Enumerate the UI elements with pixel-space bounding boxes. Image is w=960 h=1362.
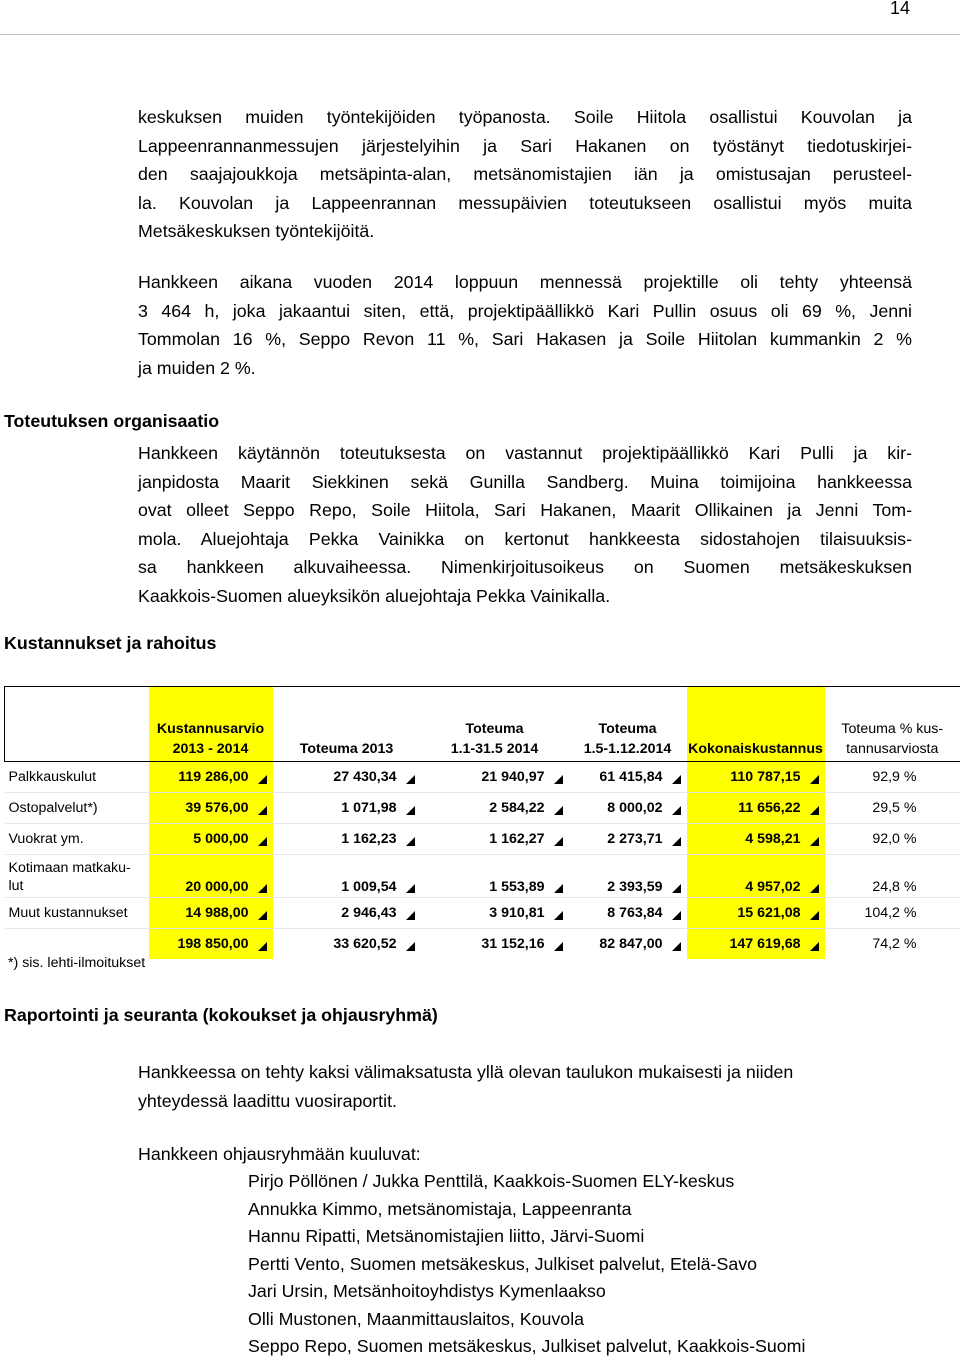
percent-cell: 104,2 % [825,898,960,929]
cell-indicator-icon [258,884,267,893]
steering-intro [138,1140,912,1169]
amount-cell: 20 000,00 [149,855,273,898]
amount-cell: 21 940,97 [421,762,569,793]
percent-cell: 74,2 % [872,936,917,952]
table-footnote: *) sis. lehti-ilmoitukset [8,955,146,971]
amount-cell: 198 850,00 [149,929,273,960]
cell-indicator-icon [554,775,563,784]
cell-indicator-icon [406,806,415,815]
cell-indicator-icon [810,942,819,951]
cell-indicator-icon [810,884,819,893]
steering-member: Pertti Vento, Suomen metsäkeskus, Julkiset palvelut, Etelä-Savo [248,1253,757,1274]
cell-indicator-icon [672,837,681,846]
row-label: Palkkauskulut [5,762,149,793]
intro-line: Lappeenrannanmessujen järjestelyihin ja Sari Hakanen on työstänyt tiedotuskirjei- [138,135,912,156]
intro-paragraph [138,103,912,246]
reporting-line: yhteydessä laadittu vuosiraportit. [138,1090,397,1111]
amount-cell: 14 988,00 [149,898,273,929]
amount-cell: 1 071,98 [273,793,421,824]
page-number: 14 [889,0,910,18]
amount-cell: 1 162,23 [273,824,421,855]
percent-cell: 92,0 % [825,824,960,855]
cell-indicator-icon [672,775,681,784]
hours-line: Hankkeen aikana vuoden 2014 loppuun mennessä projektille oli tehty yhteensä [138,272,912,292]
table-row [5,762,960,793]
steering-member: Olli Mustonen, Maanmittauslaitos, Kouvola [248,1308,585,1329]
cell-indicator-icon [406,837,415,846]
cell-indicator-icon [672,911,681,920]
row-label: Ostopalvelut*) [5,793,149,824]
organisation-paragraph [138,439,912,611]
cell-indicator-icon [554,806,563,815]
amount-cell: 2 946,43 [273,898,421,929]
table-row [5,898,960,929]
cost-table [4,686,960,959]
header-actual-jan-may: Toteuma 1.1-31.5 2014 [421,687,569,762]
amount-cell: 2 273,71 [569,824,687,855]
cell-indicator-icon [810,837,819,846]
table-row [5,929,960,960]
amount-cell: 2 393,59 [569,855,687,898]
cell-indicator-icon [258,837,267,846]
table-header-row [5,687,960,762]
percent-cell: 24,8 % [825,855,960,898]
cell-indicator-icon [672,806,681,815]
organisation-line: sa hankkeen alkuvaiheessa. Nimenkirjoitusoikeus on Suomen metsäkeskuksen [138,557,912,578]
steering-member-list [248,1168,805,1361]
organisation-line: mola. Aluejohtaja Pekka Vainikka on kertonut hankkeesta sidostahojen tilaisuuksis- [138,528,912,549]
row-label: Kotimaan matkaku- lut [5,855,149,898]
amount-cell: 110 787,15 [687,762,825,793]
cell-indicator-icon [810,806,819,815]
row-label: Vuokrat ym. [5,824,149,855]
amount-cell: 61 415,84 [569,762,687,793]
cell-indicator-icon [554,884,563,893]
reporting-paragraph [138,1058,912,1115]
amount-cell: 11 656,22 [687,793,825,824]
cell-indicator-icon [258,942,267,951]
amount-cell: 119 286,00 [149,762,273,793]
header-percent: Toteuma % kus- tannusarviosta [825,687,960,762]
amount-cell: 4 598,21 [687,824,825,855]
organisation-line: ovat olleet Seppo Repo, Soile Hiitola, Sari Hakanen, Maarit Ollikainen ja Jenni Tom- [138,500,912,521]
header-actual-may-dec: Toteuma 1.5-1.12.2014 [569,687,687,762]
amount-cell: 39 576,00 [149,793,273,824]
amount-cell: 147 619,68 [687,929,825,960]
amount-cell: 27 430,34 [273,762,421,793]
cell-indicator-icon [258,775,267,784]
costs-heading: Kustannukset ja rahoitus [4,633,217,653]
reporting-line: Hankkeessa on tehty kaksi välimaksatusta yllä olevan taulukon mukaisesti ja niiden [138,1062,794,1082]
steering-member: Seppo Repo, Suomen metsäkeskus, Julkiset palvelut, Kaakkois-Suomi [248,1336,806,1356]
amount-cell: 1 009,54 [273,855,421,898]
cell-indicator-icon [810,775,819,784]
steering-member: Annukka Kimmo, metsänomistaja, Lappeenranta [248,1198,632,1219]
organisation-heading: Toteutuksen organisaatio [4,411,220,431]
header-actual-2013: Toteuma 2013 [273,687,421,762]
cell-indicator-icon [672,884,681,893]
hours-line: 3 464 h, joka jakaantui siten, että, projektipäällikkö Kari Pullin osuus oli 69 %, Jenni [138,300,912,321]
header-budget: Kustannusarvio 2013 - 2014 [149,687,273,762]
amount-cell: 33 620,52 [273,929,421,960]
cell-indicator-icon [406,775,415,784]
percent-cell: 29,5 % [825,793,960,824]
intro-line: Metsäkeskuksen työntekijöitä. [138,221,375,242]
header-total-cost: Kokonaiskustannus [687,687,825,762]
amount-cell: 5 000,00 [149,824,273,855]
intro-line: den saajajoukkoja metsäpinta-alan, metsänomistajien iän ja omistusajan perusteel- [138,164,912,185]
steering-intro-text: Hankkeen ohjausryhmään kuuluvat: [138,1144,421,1164]
steering-member: Hannu Ripatti, Metsänomistajien liitto, Järvi-Suomi [248,1226,645,1246]
amount-cell: 1 553,89 [421,855,569,898]
cell-indicator-icon [406,942,415,951]
cell-indicator-icon [258,911,267,920]
organisation-line: Kaakkois-Suomen alueyksikön aluejohtaja Pekka Vainikalla. [138,585,611,606]
steering-member: Pirjo Pöllönen / Jukka Penttilä, Kaakkois-Suomen ELY-keskus [248,1171,735,1191]
hours-line: ja muiden 2 %. [138,357,256,378]
amount-cell: 3 910,81 [421,898,569,929]
row-label: Muut kustannukset [5,898,149,929]
amount-cell: 82 847,00 [569,929,687,960]
amount-cell: 31 152,16 [421,929,569,960]
amount-cell: 4 957,02 [687,855,825,898]
hours-paragraph [138,268,912,382]
header-empty [5,687,149,762]
cell-indicator-icon [406,911,415,920]
intro-line: keskuksen muiden työntekijöiden työpanosta. Soile Hiitola osallistui Kouvolan ja [138,107,912,127]
intro-line: la. Kouvolan ja Lappeenrannan messupäivien toteutukseen osallistui myös muita [138,192,912,213]
cell-indicator-icon [672,942,681,951]
cell-indicator-icon [554,911,563,920]
table-row [5,793,960,824]
organisation-line: Hankkeen käytännön toteutuksesta on vastannut projektipäällikkö Kari Pulli ja kir- [138,443,912,463]
cell-indicator-icon [406,884,415,893]
percent-cell: 92,9 % [825,762,960,793]
table-row [5,824,960,855]
reporting-heading: Raportointi ja seuranta (kokoukset ja ohjausryhmä) [4,1005,438,1025]
table-row [5,855,960,898]
cost-table-wrapper [4,686,960,959]
cell-indicator-icon [554,942,563,951]
header-rule [0,34,960,35]
organisation-line: janpidosta Maarit Siekkinen sekä Gunilla Sandberg. Muina toimijoina hankkeessa [138,471,912,492]
steering-member: Jari Ursin, Metsänhoitoyhdistys Kymenlaakso [248,1281,606,1301]
cell-indicator-icon [810,911,819,920]
amount-cell: 8 763,84 [569,898,687,929]
amount-cell: 1 162,27 [421,824,569,855]
hours-line: Tommolan 16 %, Seppo Revon 11 %, Sari Hakasen ja Soile Hiitolan kummankin 2 % [138,329,912,350]
cell-indicator-icon [258,806,267,815]
cell-indicator-icon [554,837,563,846]
amount-cell: 2 584,22 [421,793,569,824]
amount-cell: 15 621,08 [687,898,825,929]
amount-cell: 8 000,02 [569,793,687,824]
